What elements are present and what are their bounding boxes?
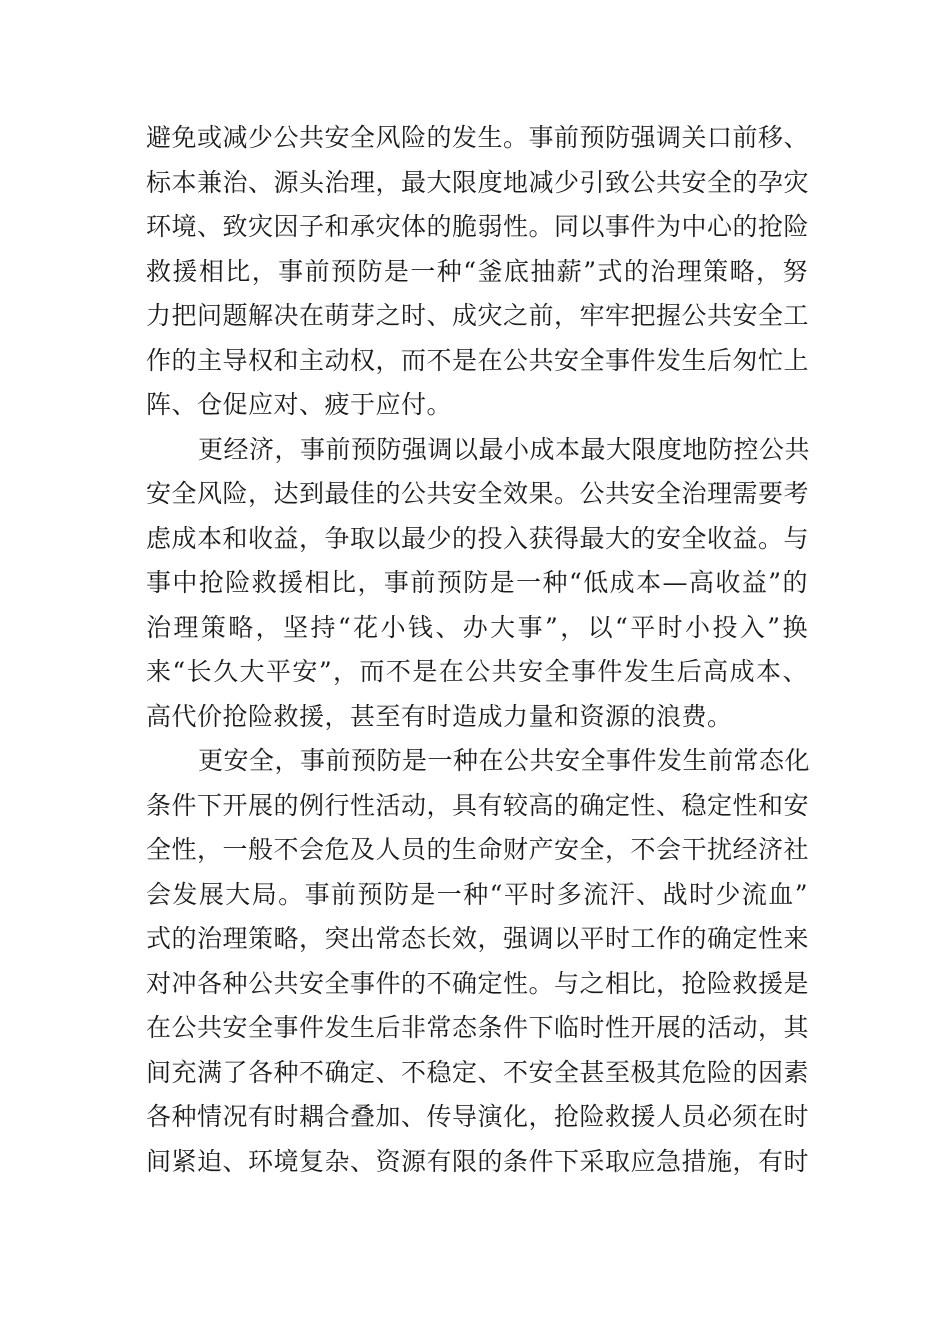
paragraph-3-line-7: 在公共安全事件发生后非常态条件下临时性开展的活动，其 (146, 1013, 810, 1042)
paragraph-2-line-5: 治理策略，坚持“花小钱、办大事”，以“平时小投入”换 (146, 612, 808, 642)
paragraph-3-line-10: 间紧迫、环境复杂、资源有限的条件下采取应急措施，有时 (146, 1146, 810, 1176)
paragraph-2-line-6: 来“长久大平安”，而不是在公共安全事件发生后高成本、 (146, 657, 808, 686)
paragraph-3-line-2: 条件下开展的例行性活动，具有较高的确定性、稳定性和安 (146, 790, 810, 820)
paragraph-2-line-4: 事中抢险救援相比，事前预防是一种“低成本—高收益”的 (146, 568, 808, 597)
paragraph-3-line-4: 会发展大局。事前预防是一种“平时多流汗、战时少流血” (146, 879, 808, 909)
paragraph-2-line-3: 虑成本和收益，争取以最少的投入获得最大的安全收益。与 (146, 523, 810, 553)
paragraph-1-line-5: 力把问题解决在萌芽之时、成灾之前，牢牢把握公共安全工 (146, 301, 810, 330)
document-body (146, 116, 811, 1184)
paragraph-1-line-6: 作的主导权和主动权，而不是在公共安全事件发生后匆忙上 (146, 345, 810, 375)
paragraph-3-line-3: 全性，一般不会危及人员的生命财产安全，不会干扰经济社 (146, 835, 810, 864)
paragraph-3-line-5: 式的治理策略，突出常态长效，强调以平时工作的确定性来 (146, 924, 810, 953)
paragraph-3-line-1: 更安全，事前预防是一种在公共安全事件发生前常态化 (198, 746, 811, 775)
paragraph-1-line-3: 环境、致灾因子和承灾体的脆弱性。同以事件为中心的抢险 (146, 212, 810, 241)
paragraph-1-line-1: 避免或减少公共安全风险的发生。事前预防强调关口前移、 (146, 123, 810, 152)
paragraph-1-line-7: 阵、仓促应对、疲于应付。 (146, 390, 453, 419)
paragraph-3-line-8: 间充满了各种不确定、不稳定、不安全甚至极其危险的因素 (146, 1057, 810, 1087)
paragraph-2-line-1: 更经济，事前预防强调以最小成本最大限度地防控公共 (198, 434, 811, 464)
paragraph-3-line-6: 对冲各种公共安全事件的不确定性。与之相比，抢险救援是 (146, 968, 810, 998)
paragraph-1-line-2: 标本兼治、源头治理，最大限度地减少引致公共安全的孕灾 (146, 167, 810, 197)
paragraph-2-line-7: 高代价抢险救援，甚至有时造成力量和资源的浪费。 (146, 701, 733, 731)
paragraph-2-line-2: 安全风险，达到最佳的公共安全效果。公共安全治理需要考 (146, 479, 810, 508)
paragraph-3-line-9: 各种情况有时耦合叠加、传导演化，抢险救援人员必须在时 (146, 1102, 810, 1131)
paragraph-1-line-4: 救援相比，事前预防是一种“釜底抽薪”式的治理策略，努 (146, 256, 808, 286)
